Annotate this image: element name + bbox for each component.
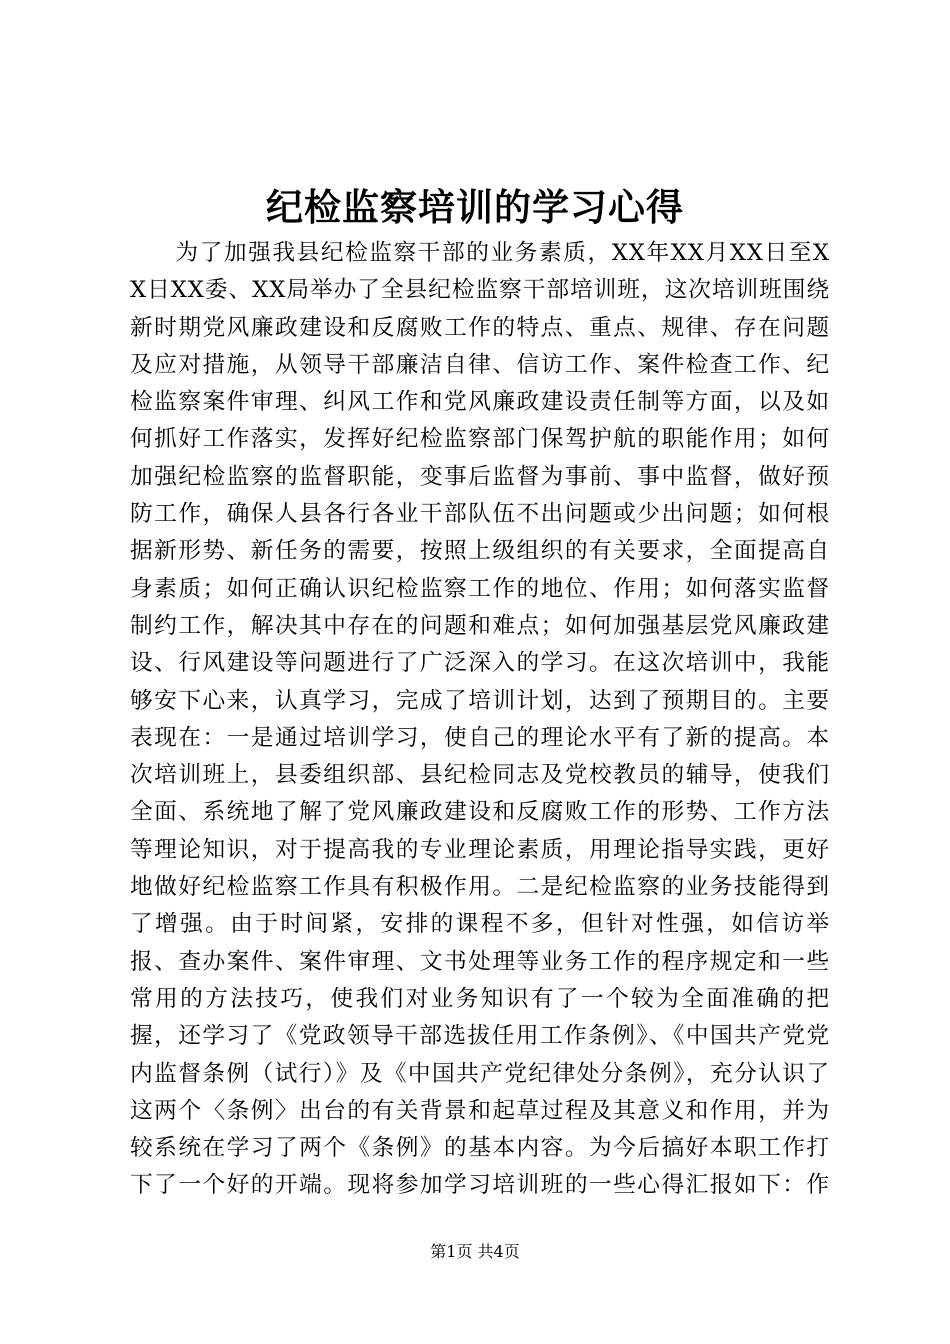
page-indicator: 第1页 共4页 [430,1242,520,1261]
document-body-paragraph: 为了加强我县纪检监察干部的业务素质，XX年XX月XX日至XX日XX委、XX局举办了全县纪检监察干部培训班，这次培训班围绕新时期党风廉政建设和反腐败工作的特点、重点、规律、存在问题及应对措施，从领导干部廉洁自律、信访工作、案件检查工作、纪检监察案件审理、纠风工作和党风廉政建设责任制等方面，以及如何抓好工作落实，发挥好纪检监察部门保驾护航的职能作用；如何加强纪检监察的监督职能，变事后监督为事前、事中监督，做好预防工作，确保人县各行各业干部队伍不出问题或少出问题；如何根据新形势、新任务的需要，按照上级组织的有关要求，全面提高自身素质；如何正确认识纪检监察工作的地位、作用；如何落实监督制约工作，解决其中存在的问题和难点；如何加强基层党风廉政建设、行风建设等问题进行了广泛深入的学习。在这次培训中，我能够安下心来，认真学习，完成了培训计划，达到了预期目的。主要表现在：一是通过培训学习，使自己的理论水平有了新的提高。本次培训班上，县委组织部、县纪检同志及党校教员的辅导，使我们全面、系统地了解了党风廉政建设和反腐败工作的形势、工作方法等理论知识，对于提高我的专业理论素质，用理论指导实践，更好地做好纪检监察工作具有积极作用。二是纪检监察的业务技能得到了增强。由于时间紧，安排的课程不多，但针对性强，如信访举报、查办案件、案件审理、文书处理等业务工作的程序规定和一些常用的方法技巧，使我们对业务知识有了一个较为全面准确的把握，还学习了《党政领导干部选拔任用工作条例》、《中国共产党党内监督条例（试行）》及《中国共产党纪律处分条例》，充分认识了这两个〈条例〉出台的有关背景和起草过程及其意义和作用，并为较系统在学习了两个《条例》的基本内容。为今后搞好本职工作打下了一个好的开端。现将参加学习培训班的一些心得汇报如下：作 [130,240,830,1199]
document-title: 纪检监察培训的学习心得 [266,185,684,229]
